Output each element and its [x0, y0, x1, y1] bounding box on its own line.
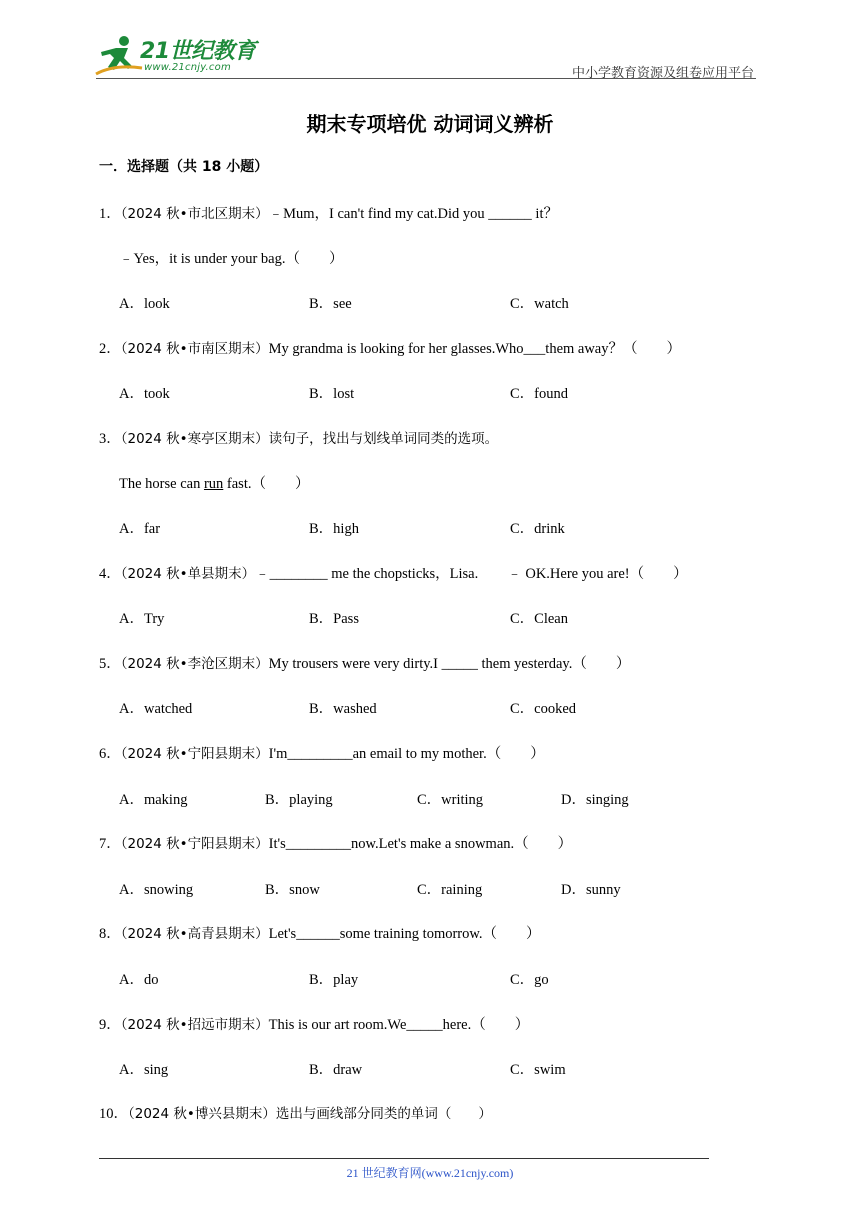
footer-text[interactable]: 21 世纪教育网(www.21cnjy.com)	[346, 1166, 514, 1180]
question-number: 4．	[99, 566, 121, 582]
question-10	[99, 1102, 492, 1123]
option-c[interactable]: C．writing	[417, 792, 484, 808]
question-text: This is our art room.We_____here.（ ）	[268, 1017, 530, 1033]
option-b[interactable]: B．snow	[265, 882, 320, 898]
question-text: It's_________now.Let's make a snowman.（ ）	[268, 836, 573, 852]
question-text: Let's______some training tomorrow.（ ）	[268, 926, 541, 942]
option-a[interactable]: A．making	[119, 792, 188, 808]
question-number: 9．	[99, 1017, 121, 1033]
header-divider	[96, 78, 756, 79]
question-9	[99, 1013, 529, 1034]
option-b[interactable]: B．washed	[309, 701, 377, 717]
question-7	[99, 832, 572, 853]
question-source: （2024 秋•市北区期末）	[120, 206, 269, 222]
option-a[interactable]: A．watched	[119, 701, 193, 717]
question-text: My grandma is looking for her glasses.Who___them away？（ ）	[268, 341, 681, 357]
question-number: 10．	[99, 1106, 128, 1122]
option-a[interactable]: A．look	[119, 296, 170, 312]
question-source: （2024 秋•招远市期末）	[120, 1017, 269, 1033]
question-text: 读句子，找出与划线单词同类的选项。	[268, 431, 499, 447]
question-1	[99, 202, 558, 223]
runner-logo-icon	[94, 34, 144, 78]
option-c[interactable]: C．Clean	[510, 611, 568, 627]
option-b[interactable]: B．see	[309, 296, 352, 312]
question-number: 5．	[99, 656, 121, 672]
question-number: 2．	[99, 341, 121, 357]
option-c[interactable]: C．cooked	[510, 701, 577, 717]
sentence-end: fast.（ ）	[223, 476, 310, 492]
option-a[interactable]: A．snowing	[119, 882, 194, 898]
question-text: ﹣________ me the chopsticks，Lisa. ﹣ OK.Here you are!（ ）	[255, 566, 688, 582]
question-3-sentence	[119, 472, 309, 493]
question-source: （2024 秋•市南区期末）	[120, 341, 269, 357]
question-source: （2024 秋•李沧区期末）	[120, 656, 269, 672]
question-number: 7．	[99, 836, 121, 852]
option-b[interactable]: B．Pass	[309, 611, 359, 627]
question-source: （2024 秋•单县期末）	[120, 566, 256, 582]
question-5	[99, 652, 630, 673]
question-source: （2024 秋•宁阳县期末）	[120, 746, 269, 762]
question-4	[99, 562, 688, 583]
option-a[interactable]: A．sing	[119, 1062, 169, 1078]
question-source: （2024 秋•宁阳县期末）	[120, 836, 269, 852]
option-c[interactable]: C．found	[510, 386, 568, 402]
logo-url: www.21cnjy.com	[144, 62, 231, 73]
question-3	[99, 427, 498, 448]
question-number: 1．	[99, 206, 121, 222]
question-source: （2024 秋•高青县期末）	[120, 926, 269, 942]
question-2	[99, 337, 681, 358]
option-b[interactable]: B．draw	[309, 1062, 363, 1078]
page-header	[0, 0, 860, 90]
question-6	[99, 742, 545, 763]
logo-text: 21世纪教育	[140, 39, 256, 64]
option-a[interactable]: A．took	[119, 386, 170, 402]
page-title: 期末专项培优 动词词义辨析	[306, 112, 554, 136]
question-8	[99, 922, 541, 943]
option-b[interactable]: B．high	[309, 521, 359, 537]
logo	[94, 34, 264, 78]
section-heading: 一．选择题（共 18 小题）	[99, 159, 269, 175]
question-number: 6．	[99, 746, 121, 762]
footer-divider	[99, 1158, 709, 1159]
question-text: I'm_________an email to my mother.（ ）	[268, 746, 545, 762]
option-c[interactable]: C．drink	[510, 521, 565, 537]
question-1-line-2: ﹣Yes，it is under your bag.（ ）	[119, 251, 344, 267]
option-d[interactable]: D．singing	[561, 792, 629, 808]
option-c[interactable]: C．watch	[510, 296, 569, 312]
option-b[interactable]: B．lost	[309, 386, 355, 402]
question-number: 8．	[99, 926, 121, 942]
question-text: 选出与画线部分同类的单词（ ）	[275, 1106, 492, 1122]
option-c[interactable]: C．swim	[510, 1062, 566, 1078]
option-a[interactable]: A．Try	[119, 611, 165, 627]
option-b[interactable]: B．play	[309, 972, 359, 988]
option-a[interactable]: A．far	[119, 521, 161, 537]
question-text: My trousers were very dirty.I _____ them yesterday.（ ）	[268, 656, 631, 672]
option-a[interactable]: A．do	[119, 972, 159, 988]
question-source: （2024 秋•博兴县期末）	[128, 1106, 276, 1122]
question-text: ﹣Mum，I can't find my cat.Did you ______ it？	[268, 206, 558, 222]
question-number: 3．	[99, 431, 121, 447]
question-source: （2024 秋•寒亭区期末）	[120, 431, 269, 447]
underlined-word: run	[203, 476, 224, 492]
sentence-start: The horse can	[119, 476, 204, 492]
option-b[interactable]: B．playing	[265, 792, 333, 808]
platform-name: 中小学教育资源及组卷应用平台	[571, 66, 754, 81]
option-d[interactable]: D．sunny	[561, 882, 621, 898]
option-c[interactable]: C．go	[510, 972, 549, 988]
option-c[interactable]: C．raining	[417, 882, 483, 898]
